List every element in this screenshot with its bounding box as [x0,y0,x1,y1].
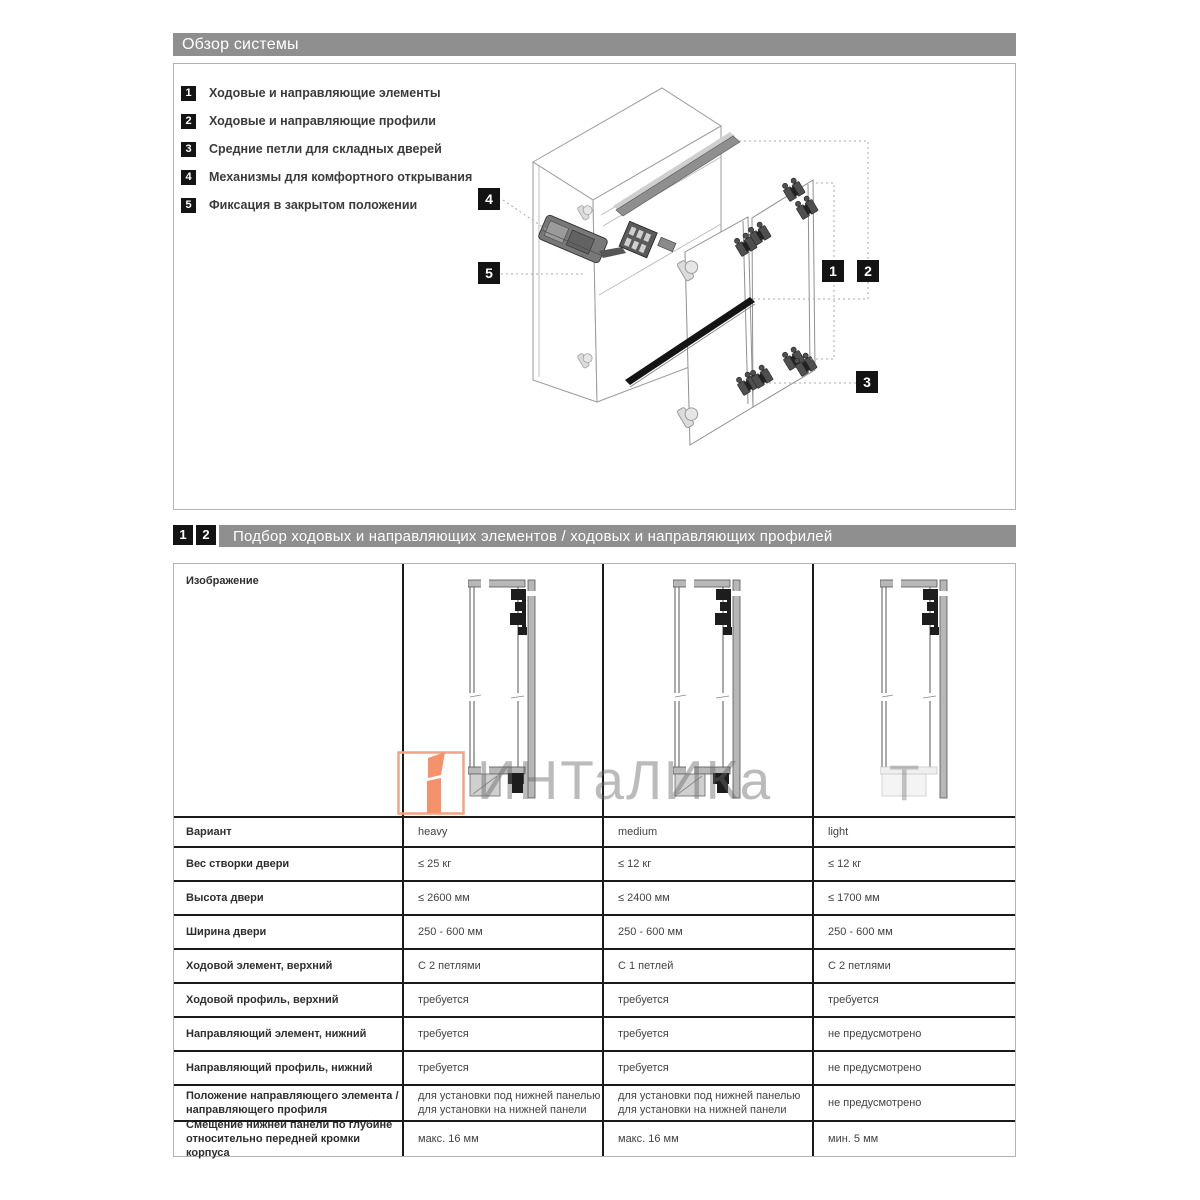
table-cell: не предусмотрено [812,1052,1015,1084]
overview-section-header [173,33,1016,56]
table-row [174,982,1015,1016]
table-cell: light [812,818,1015,846]
table-row [174,816,1015,846]
selection-table [173,563,1016,1157]
table-row [174,1119,1015,1159]
table-cell: 250 - 600 мм [402,916,602,948]
table-cell: не предусмотрено [812,1086,1015,1120]
table-cell: не предусмотрено [812,1018,1015,1050]
selection-badge-1: 1 [173,525,193,545]
legend-label: Средние петли для складных дверей [209,142,442,156]
row-label: Высота двери [186,892,264,904]
table-cell: требуется [402,984,602,1016]
table-cell: С 2 петлями [402,950,602,982]
table-row [174,846,1015,880]
legend-number-badge: 4 [181,170,196,185]
legend-label: Механизмы для комфортного открывания [209,170,473,184]
row-label: Вариант [186,826,232,838]
table-row [174,914,1015,948]
table-cell: medium [602,818,812,846]
table-cell: макс. 16 мм [402,1122,602,1156]
table-cell: мин. 5 мм [812,1122,1015,1156]
table-cell: ≤ 2600 мм [402,882,602,914]
callout-badge-3: 3 [856,371,878,393]
bottom-guide-element [713,773,729,793]
table-row [174,1084,1015,1120]
table-cell: для установки под нижней панелью для установки на нижней панели [402,1086,602,1120]
callout-badge-2: 2 [857,260,879,282]
table-cell: ≤ 25 кг [402,848,602,880]
row-label: Положение направляющего элемента / направляющего профиля [186,1090,399,1116]
callout-badge-4: 4 [478,188,500,210]
table-row [174,880,1015,914]
table-cell: ≤ 1700 мм [812,882,1015,914]
table-cell: требуется [602,984,812,1016]
overview-title: Обзор системы [182,35,299,53]
legend-number-badge: 2 [181,114,196,129]
door-section-diagram [673,577,743,803]
table-cell: ≤ 12 кг [602,848,812,880]
image-cell-with-bottom-guide [602,564,812,816]
table-row [174,948,1015,982]
table-cell: требуется [602,1052,812,1084]
table-cell: требуется [812,984,1015,1016]
row-label: Ширина двери [186,926,267,938]
table-cell: С 2 петлями [812,950,1015,982]
selection-section-header [219,525,1016,547]
watermark-text: ИНТаЛИКа [477,749,773,811]
table-cell: 250 - 600 мм [602,916,812,948]
selection-badge-2: 2 [196,525,216,545]
table-image-row [174,564,1015,816]
legend-label: Ходовые и направляющие элементы [209,86,441,100]
watermark-partial-letter: Т [889,755,920,811]
table-cell: требуется [602,1018,812,1050]
legend-number-badge: 5 [181,198,196,213]
table-cell: С 1 петлей [602,950,812,982]
row-label: Ходовой профиль, верхний [186,994,339,1006]
table-cell: ≤ 2400 мм [602,882,812,914]
table-cell: макс. 16 мм [602,1122,812,1156]
table-cell: 250 - 600 мм [812,916,1015,948]
callout-badge-1: 1 [822,260,844,282]
table-cell: heavy [402,818,602,846]
table-cell: требуется [402,1052,602,1084]
overview-diagram [173,63,1016,510]
bottom-guide-element [508,773,524,793]
legend-label: Ходовые и направляющие профили [209,114,436,128]
legend-number-badge: 3 [181,142,196,157]
row-label: Смещение нижней панели по глубине относительно передней кромки корпуса [186,1119,393,1159]
table-cell: для установки под нижней панелью для установки на нижней панели [602,1086,812,1120]
image-cell-with-bottom-guide [402,564,602,816]
door-section-diagram [468,577,538,803]
callout-badge-5: 5 [478,262,500,284]
image-cell-without-bottom-guide [812,564,1015,816]
door-section-diagram [880,577,950,803]
table-row [174,1050,1015,1084]
image-row-label: Изображение [186,575,259,587]
row-label: Вес створки двери [186,858,290,870]
row-label: Направляющий элемент, нижний [186,1028,367,1040]
row-label: Ходовой элемент, верхний [186,960,333,972]
legend-number-badge: 1 [181,86,196,101]
row-label: Направляющий профиль, нижний [186,1062,373,1074]
table-cell: требуется [402,1018,602,1050]
table-row [174,1016,1015,1050]
table-cell: ≤ 12 кг [812,848,1015,880]
selection-title: Подбор ходовых и направляющих элементов / ходовых и направляющих профилей [233,527,833,545]
legend-label: Фиксация в закрытом положении [209,198,418,212]
